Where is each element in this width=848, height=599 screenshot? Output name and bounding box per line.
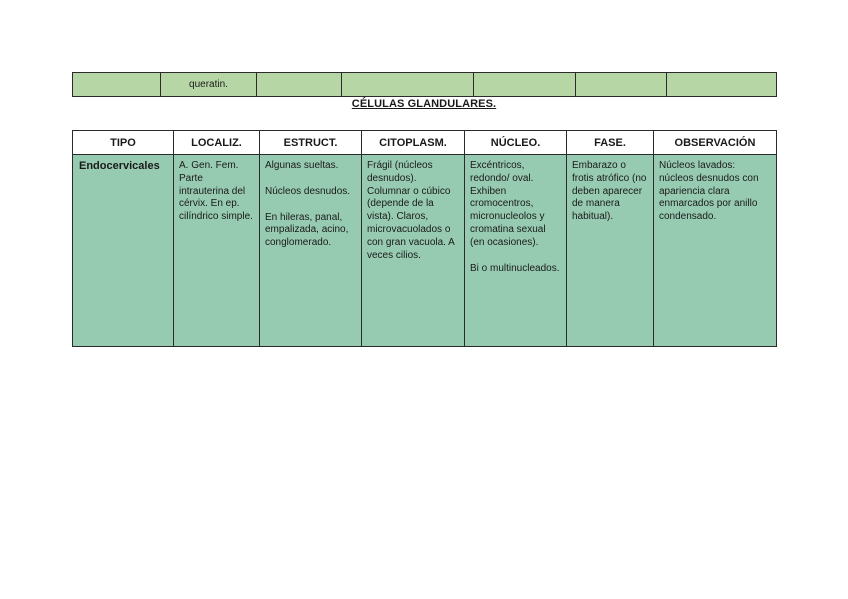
- cell-nucleo: [465, 155, 567, 347]
- cell-spacer: [265, 199, 357, 212]
- table-header-row: [73, 131, 777, 155]
- cell-text: Núcleos desnudos.: [265, 185, 351, 197]
- table-cell: [667, 73, 777, 97]
- column-header-tipo: TIPO: [73, 131, 174, 155]
- cell-spacer: [470, 250, 562, 263]
- table-cell: [73, 73, 161, 97]
- cell-observacion: Núcleos lavados: núcleos desnudos con apariencia clara enmarcados por anillo condensado.: [654, 155, 777, 347]
- section-title: CÉLULAS GLANDULARES.: [351, 98, 497, 110]
- table-cell: [474, 73, 576, 97]
- cell-text: En hileras, panal, empalizada, acino, conglomerado.: [265, 211, 349, 249]
- column-header-localiz: LOCALIZ.: [174, 131, 260, 155]
- cell-text: Algunas sueltas.: [265, 160, 339, 171]
- column-header-citoplasm: CITOPLASM.: [362, 131, 465, 155]
- table-row: [73, 155, 777, 347]
- glandular-cells-table: [72, 130, 777, 347]
- column-header-nucleo: NÚCLEO.: [465, 131, 567, 155]
- column-header-observacion: OBSERVACIÓN: [654, 131, 777, 155]
- table-cell: queratin.: [161, 73, 257, 97]
- cell-spacer: [265, 173, 357, 186]
- cell-fase: Embarazo o frotis atrófico (no deben aparecer de manera habitual).: [567, 155, 654, 347]
- cell-citoplasm: Frágil (núcleos desnudos). Columnar o cúbico (depende de la vista). Claros, microvacuolados o con gran vacuola. A veces cilios.: [362, 155, 465, 347]
- cell-localiz: A. Gen. Fem. Parte intrauterina del cérvix. En ep. cilíndrico simple.: [174, 155, 260, 347]
- cell-estruct: [260, 155, 362, 347]
- cell-text: Bi o multinucleados.: [470, 262, 560, 274]
- column-header-fase: FASE.: [567, 131, 654, 155]
- cell-text: Excéntricos, redondo/ oval. Exhiben cromocentros, micronucleolos y cromatina sexual (en ocasiones).: [470, 160, 546, 248]
- cell-tipo: Endocervicales: [73, 155, 174, 347]
- table-cell: [576, 73, 667, 97]
- table-row: [73, 73, 777, 97]
- column-header-estruct: ESTRUCT.: [260, 131, 362, 155]
- table-cell: [257, 73, 342, 97]
- previous-table-fragment: [72, 72, 777, 97]
- table-cell: [342, 73, 474, 97]
